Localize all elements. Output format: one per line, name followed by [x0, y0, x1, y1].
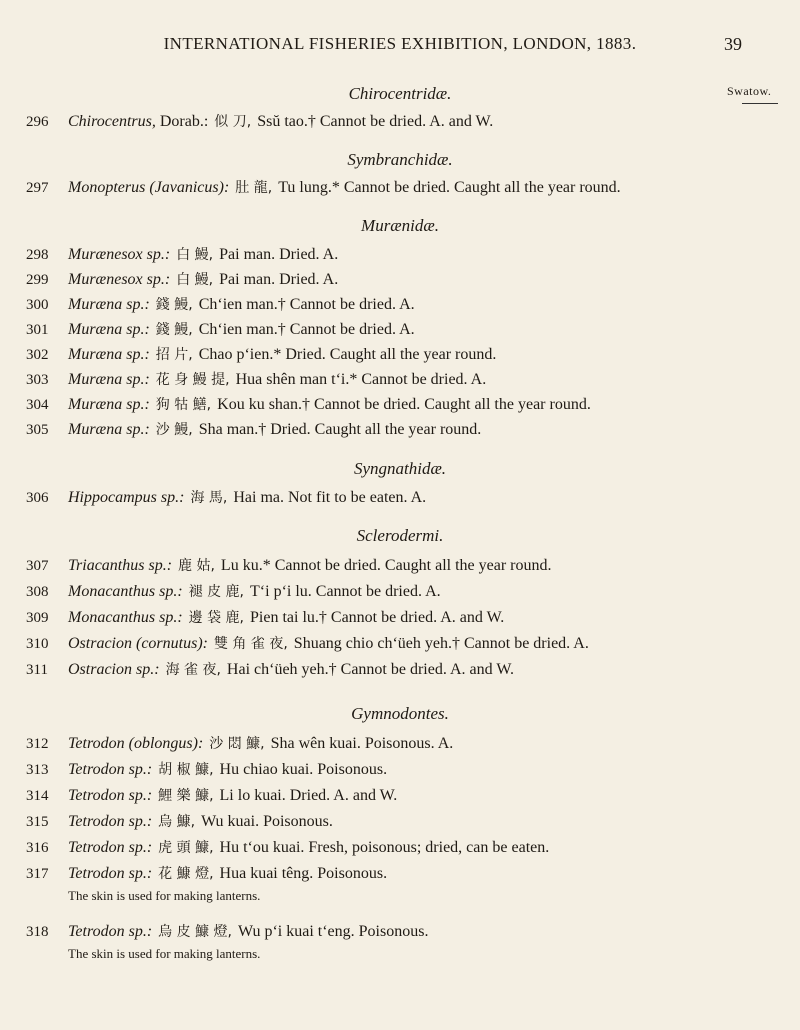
entry-text: Chao pʻien.* Dried. Caught all the year round.: [198, 346, 497, 363]
authority: Dorab.:: [159, 113, 209, 130]
chinese-name: 錢 鰻,: [155, 297, 193, 313]
entry-note: The skin is used for making lanterns.: [68, 946, 261, 961]
entry-number: 308: [26, 584, 49, 600]
catalogue-entry: [0, 393, 730, 417]
species-name: Tetrodon sp.:: [68, 865, 153, 882]
chinese-name: 褪 皮 鹿,: [188, 584, 245, 600]
catalogue-entry: [0, 176, 730, 200]
section-heading: Chirocentridæ.: [348, 84, 452, 103]
entry-number: 314: [26, 788, 49, 804]
chinese-name: 白 鰻,: [176, 247, 214, 263]
chinese-name: 白 鰻,: [176, 272, 214, 288]
catalogue-entry: [0, 368, 730, 392]
entry-number: 305: [26, 422, 49, 438]
entry-number: 299: [26, 272, 49, 288]
section-heading: Sclerodermi.: [356, 526, 444, 545]
margin-note-location: Swatow.: [727, 84, 772, 98]
entry-text: Lu ku.* Cannot be dried. Caught all the year round.: [220, 557, 552, 574]
catalogue-entry: [0, 606, 730, 630]
catalogue-entry: [0, 784, 730, 808]
catalogue-entry: [0, 920, 730, 944]
chinese-name: 烏 皮 鱇 燈,: [158, 924, 232, 940]
chinese-name: 沙 鰻,: [155, 422, 193, 438]
entry-text: Hai chʻüeh yeh.† Cannot be dried. A. and W.: [226, 661, 514, 678]
entry-number: 298: [26, 247, 49, 263]
entry-text: Wu pʻi kuai tʻeng. Poisonous.: [237, 923, 429, 940]
species-name: Muræna sp.:: [68, 421, 150, 438]
species-name: Triacanthus sp.:: [68, 557, 173, 574]
species-name: Muræna sp.:: [68, 396, 150, 413]
chinese-name: 雙 角 雀 夜,: [213, 636, 288, 652]
entry-number: 306: [26, 490, 49, 506]
entry-text: Wu kuai. Poisonous.: [201, 813, 333, 830]
chinese-name: 邊 袋 鹿,: [188, 610, 245, 626]
species-name: Murænesox sp.:: [68, 246, 171, 263]
catalogue-entry: [0, 658, 730, 682]
catalogue-entry: [0, 293, 730, 317]
chinese-name: 海 馬,: [190, 490, 228, 506]
catalogue-entry: [0, 862, 730, 886]
catalogue-entry: [0, 243, 730, 267]
species-name: Tetrodon sp.:: [68, 761, 153, 778]
header-title: INTERNATIONAL FISHERIES EXHIBITION, LONDON, 1883.: [163, 34, 637, 53]
chinese-name: 花 身 鰻 提,: [155, 372, 230, 388]
entry-number: 297: [26, 180, 49, 196]
catalogue-entry: [0, 810, 730, 834]
species-name: Tetrodon sp.:: [68, 787, 153, 804]
entry-text: Sha wên kuai. Poisonous. A.: [270, 735, 454, 752]
entry-number: 307: [26, 558, 49, 574]
species-name: Murænesox sp.:: [68, 271, 171, 288]
chinese-name: 虎 頭 鱇,: [158, 840, 214, 856]
catalogue-entry: [0, 580, 730, 604]
entry-number: 310: [26, 636, 49, 652]
catalogue-entry: [0, 632, 730, 656]
species-name: Muræna sp.:: [68, 321, 150, 338]
species-name: Muræna sp.:: [68, 296, 150, 313]
species-name: Tetrodon sp.:: [68, 813, 153, 830]
entry-number: 300: [26, 297, 49, 313]
chinese-name: 狗 牯 鱔,: [155, 397, 212, 413]
entry-number: 303: [26, 372, 49, 388]
species-name: Muræna sp.:: [68, 371, 150, 388]
chinese-name: 沙 悶 鱇,: [209, 736, 265, 752]
chinese-name: 胡 椒 鱇,: [158, 762, 214, 778]
entry-number: 309: [26, 610, 49, 626]
species-name: Monopterus (Javanicus):: [68, 179, 230, 196]
catalogue-entry: [0, 268, 730, 292]
species-name: Muræna sp.:: [68, 346, 150, 363]
species-name: Monacanthus sp.:: [68, 583, 183, 600]
species-name: Ostracion (cornutus):: [68, 635, 208, 652]
chinese-name: 招 片,: [155, 347, 193, 363]
species-name: Hippocampus sp.:: [68, 489, 185, 506]
chinese-name: 烏 鱇,: [158, 814, 196, 830]
entry-text: Hai ma. Not fit to be eaten. A.: [233, 489, 427, 506]
species-name: Ostracion sp.:: [68, 661, 160, 678]
entry-number: 301: [26, 322, 49, 338]
species-name: Tetrodon sp.:: [68, 839, 153, 856]
entry-text: Tʻi pʻi lu. Cannot be dried. A.: [250, 583, 441, 600]
entry-text: Kou ku shan.† Cannot be dried. Caught all the year round.: [217, 396, 591, 413]
entry-number: 316: [26, 840, 49, 856]
species-name: Tetrodon (oblongus):: [68, 735, 204, 752]
species-name: Tetrodon sp.:: [68, 923, 153, 940]
entry-number: 312: [26, 736, 49, 752]
catalogue-entry: [0, 486, 730, 510]
catalogue-entry: [0, 732, 730, 756]
entry-text: Li lo kuai. Dried. A. and W.: [219, 787, 398, 804]
catalogue-entry: [0, 554, 730, 578]
entry-text: Tu lung.* Cannot be dried. Caught all the year round.: [278, 179, 621, 196]
section-heading: Gymnodontes.: [351, 704, 449, 723]
chinese-name: 似 刀,: [214, 114, 252, 130]
section-heading: Symbranchidæ.: [347, 150, 453, 169]
entry-text: Pai man. Dried. A.: [219, 271, 339, 288]
entry-text: Sha man.† Dried. Caught all the year round.: [198, 421, 482, 438]
entry-number: 302: [26, 347, 49, 363]
species-name: Chirocentrus,: [68, 113, 156, 130]
entry-text: Hua kuai têng. Poisonous.: [219, 865, 388, 882]
entry-text: Pien tai lu.† Cannot be dried. A. and W.: [250, 609, 505, 626]
entry-number: 313: [26, 762, 49, 778]
entry-text: Pai man. Dried. A.: [219, 246, 339, 263]
species-name: Monacanthus sp.:: [68, 609, 183, 626]
chinese-name: 鹿 姑,: [178, 558, 215, 574]
chinese-name: 海 雀 夜,: [165, 662, 221, 678]
chinese-name: 鯉 樂 鱇,: [158, 788, 214, 804]
catalogue-entry: [0, 418, 730, 442]
entry-text: Chʻien man.† Cannot be dried. A.: [198, 321, 415, 338]
chinese-name: 花 鱇 燈,: [158, 866, 214, 882]
entry-number: 317: [26, 866, 49, 882]
catalogue-entry: [0, 343, 730, 367]
catalogue-entry: [0, 836, 730, 860]
chinese-name: 肚 龍,: [235, 180, 273, 196]
section-heading: Murænidæ.: [361, 216, 439, 235]
entry-number: 296: [26, 114, 49, 130]
entry-text: Hu tʻou kuai. Fresh, poisonous; dried, can be eaten.: [219, 839, 550, 856]
section-heading: Syngnathidæ.: [353, 459, 447, 478]
catalogue-entry: [0, 318, 730, 342]
running-header: [0, 34, 800, 64]
entry-text: Hu chiao kuai. Poisonous.: [219, 761, 388, 778]
entry-text: Hua shên man tʻi.* Cannot be dried. A.: [235, 371, 487, 388]
entry-number: 315: [26, 814, 49, 830]
entry-text: Ssŭ tao.† Cannot be dried. A. and W.: [257, 113, 494, 130]
entry-number: 311: [26, 662, 48, 678]
entry-text: Shuang chio chʻüeh yeh.† Cannot be dried. A.: [293, 635, 589, 652]
entry-text: Chʻien man.† Cannot be dried. A.: [198, 296, 415, 313]
chinese-name: 錢 鰻,: [155, 322, 193, 338]
entry-number: 318: [26, 924, 49, 940]
entry-number: 304: [26, 397, 49, 413]
entry-note: The skin is used for making lanterns.: [68, 888, 261, 903]
page-number: 39: [724, 34, 742, 54]
catalogue-entry: [0, 758, 730, 782]
catalogue-entry: [0, 110, 730, 134]
